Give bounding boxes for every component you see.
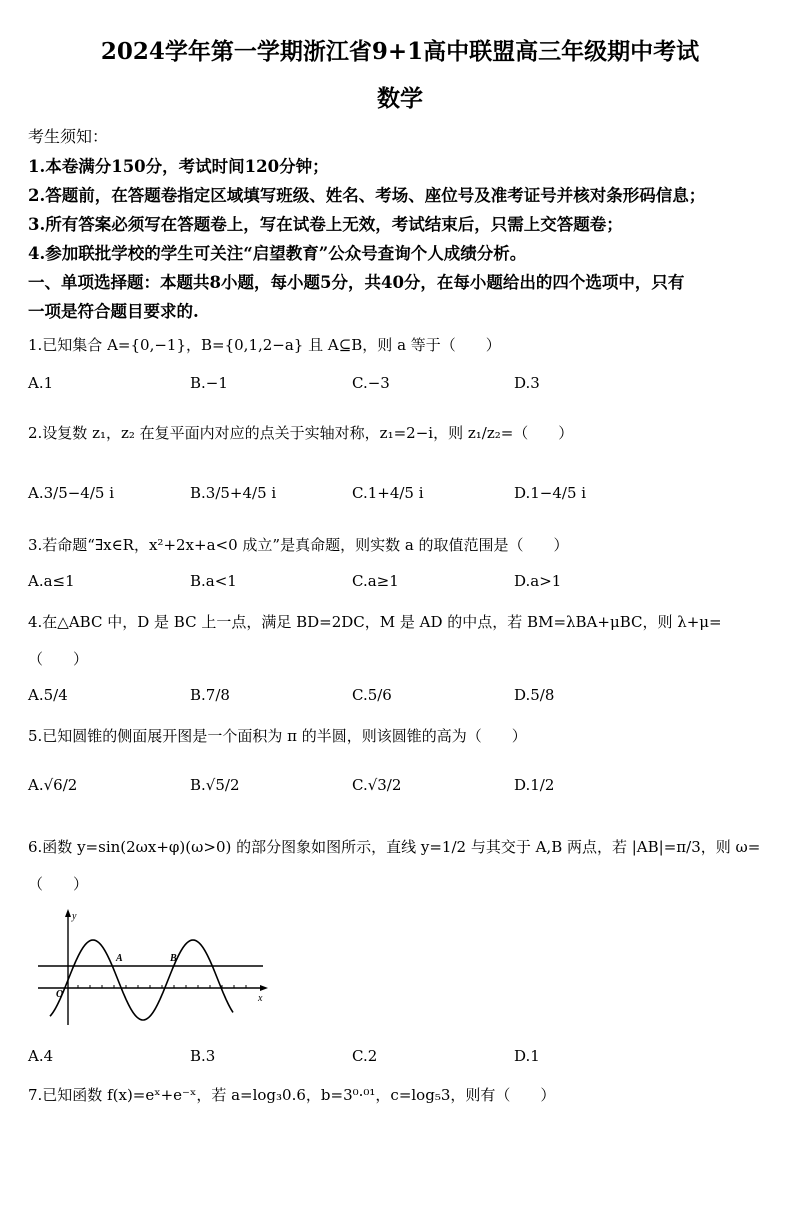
question-5-stem: 5.已知圆锥的侧面展开图是一个面积为 π 的半圆，则该圆锥的高为（ ） xyxy=(28,727,527,745)
question-1-option-c[interactable]: C.−3 xyxy=(352,374,390,392)
question-2-option-d[interactable]: D.1−4/5 i xyxy=(514,484,587,502)
question-4-option-b[interactable]: B.7/8 xyxy=(190,686,230,704)
question-5-option-c[interactable]: C.√3/2 xyxy=(352,776,402,794)
question-4-stem: 4.在△ABC 中，D 是 BC 上一点，满足 BD=2DC，M 是 AD 的中点，若 BM=λBA+μBC，则 λ+μ= xyxy=(28,613,722,631)
question-3-option-c[interactable]: C.a≥1 xyxy=(352,572,399,590)
section-heading-cont: 一项是符合题目要求的. xyxy=(28,302,199,321)
y-axis-arrow-icon xyxy=(65,909,71,917)
question-1-stem: 1.已知集合 A={0,−1}，B={0,1,2−a} 且 A⊆B，则 a 等于（ ） xyxy=(28,336,501,354)
question-4-option-c[interactable]: C.5/6 xyxy=(352,686,392,704)
question-6-option-b[interactable]: B.3 xyxy=(190,1047,216,1065)
notice-item: 2.答题前，在答题卷指定区域填写班级、姓名、考场、座位号及准考证号并核对条形码信息； xyxy=(28,186,706,205)
question-5-option-b[interactable]: B.√5/2 xyxy=(190,776,240,794)
question-3-option-d[interactable]: D.a>1 xyxy=(514,572,562,590)
section-heading: 一、单项选择题：本题共8小题，每小题5分，共40分，在每小题给出的四个选项中，只有 xyxy=(28,273,685,292)
question-6-option-c[interactable]: C.2 xyxy=(352,1047,378,1065)
question-2-option-a[interactable]: A.3/5−4/5 i xyxy=(28,484,115,502)
sine-graph xyxy=(28,905,273,1030)
point-b-label: B xyxy=(170,953,177,964)
question-6-option-a[interactable]: A.4 xyxy=(28,1047,54,1065)
question-6-stem: 6.函数 y=sin(2ωx+φ)(ω>0) 的部分图象如图所示，直线 y=1/2 与其交于 A,B 两点，若 |AB|=π/3，则 ω= xyxy=(28,838,761,856)
point-a-label: A xyxy=(116,953,123,964)
question-4-blank: （ ） xyxy=(28,650,89,668)
question-1-option-a[interactable]: A.1 xyxy=(28,374,54,392)
question-6-blank: （ ） xyxy=(28,875,89,893)
notice-heading: 考生须知： xyxy=(28,127,109,146)
origin-label: O xyxy=(56,989,64,1000)
notice-item: 3.所有答案必须写在答题卷上，写在试卷上无效，考试结束后，只需上交答题卷； xyxy=(28,215,623,234)
question-1-option-b[interactable]: B.−1 xyxy=(190,374,228,392)
question-3-option-b[interactable]: B.a<1 xyxy=(190,572,237,590)
question-6-option-d[interactable]: D.1 xyxy=(514,1047,540,1065)
question-5-option-a[interactable]: A.√6/2 xyxy=(28,776,78,794)
question-2-option-b[interactable]: B.3/5+4/5 i xyxy=(190,484,277,502)
question-2-option-c[interactable]: C.1+4/5 i xyxy=(352,484,424,502)
question-1-option-d[interactable]: D.3 xyxy=(514,374,540,392)
question-5-option-d[interactable]: D.1/2 xyxy=(514,776,555,794)
notice-item: 4.参加联批学校的学生可关注“启望教育”公众号查询个人成绩分析。 xyxy=(28,244,527,263)
question-3-stem: 3.若命题“∃x∈R，x²+2x+a<0 成立”是真命题，则实数 a 的取值范围是（ ） xyxy=(28,536,569,554)
subject-title: 数学 xyxy=(377,85,423,112)
question-4-option-d[interactable]: D.5/8 xyxy=(514,686,555,704)
notice-item: 1.本卷满分150分，考试时间120分钟； xyxy=(28,157,329,176)
y-axis-label: y xyxy=(72,911,77,922)
exam-title: 2024学年第一学期浙江省9+1高中联盟高三年级期中考试 xyxy=(100,38,700,65)
x-axis-label: x xyxy=(258,993,263,1004)
question-3-option-a[interactable]: A.a≤1 xyxy=(28,572,75,590)
question-2-stem: 2.设复数 z₁，z₂ 在复平面内对应的点关于实轴对称，z₁=2−i，则 z₁/z₂=（ ） xyxy=(28,424,574,442)
question-7-stem: 7.已知函数 f(x)=eˣ+e⁻ˣ，若 a=log₃0.6，b=3⁰·⁰¹，c=log₅3，则有（ ） xyxy=(28,1086,556,1104)
question-4-option-a[interactable]: A.5/4 xyxy=(28,686,68,704)
sine-curve xyxy=(50,940,233,1020)
x-axis-arrow-icon xyxy=(260,985,268,991)
